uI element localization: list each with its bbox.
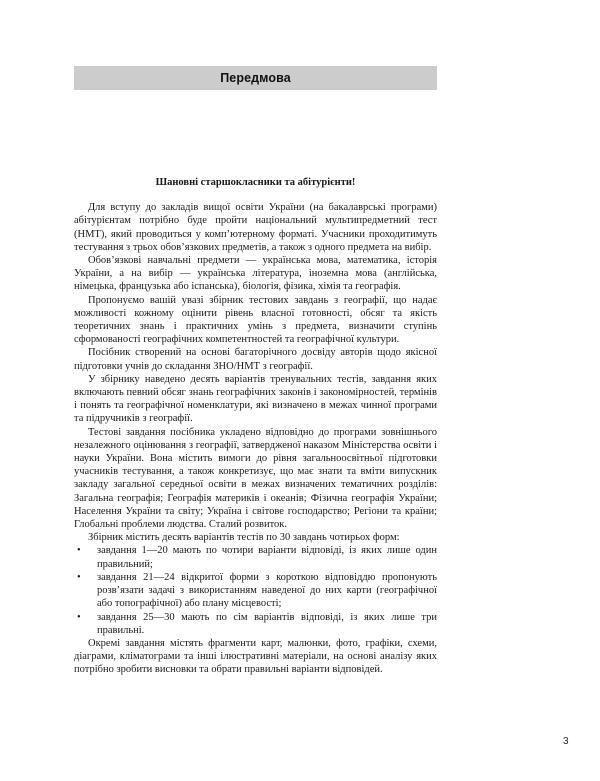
paragraph: Обов’язкові навчальні предмети — українська мова, математика, історія України, а на вибір — українська література, іноземна мова (англійська, німецька, французька або іспанська), біологія, фізика, хімія та географія.	[74, 255, 437, 293]
list-item: • завдання 1—20 мають по чотири варіанти відповіді, із яких лише один правильний;	[74, 544, 437, 570]
page-title: Передмова	[220, 71, 291, 85]
list-item: • завдання 25—30 мають по сім варіантів відповіді, із яких лише три правильні.	[74, 611, 437, 637]
page-number: 3	[563, 736, 569, 747]
paragraph: Тестові завдання посібника укладено відповідно до програми зовнішнього незалежного оцінювання з географії, затвердженої наказом Міністерства освіти і науки України. Вона містить вимоги до рівня загальноосвітньої підготовки учасників тестування, а також конкретизує, що має знати та вміти випускник закладу загальної середньої освіти в межах визначених тематичних розділів: Загальна географія; Географія материків і океанів; Фізична географія України; Населення України та світу; Україна і світове господарство; Регіони та країни; Глобальні проблеми людства. Сталий розвиток.	[74, 426, 437, 531]
task-forms-list	[74, 544, 437, 636]
greeting: Шановні старшокласники та абітурієнти!	[155, 177, 356, 188]
paragraph: Посібник створений на основі багаторічного досвіду авторів щодо якісної підготовки учнів до складання ЗНО/НМТ з географії.	[74, 347, 437, 372]
paragraph: Для вступу до закладів вищої освіти України (на бакалаврські програми) абітурієнтам потрібно буде пройти національний мультипредметний тест (НМТ), який проводиться у комп’ютерному форматі. Учасники проходитимуть тестування з трьох обов’язкових предметів, а також з одного предмета на вибір.	[74, 202, 437, 253]
paragraph: У збірнику наведено десять варіантів тренувальних тестів, завдання яких включають певний обсяг знань географічних законів і закономірностей, термінів і понять та географічної номенклатури, які визначено в межах чинної програми та підручників з географії.	[74, 373, 437, 425]
paragraph: Збірник містить десять варіантів тестів по 30 завдань чотирьох форм:	[88, 532, 400, 544]
paragraph: Окремі завдання містять фрагменти карт, малюнки, фото, графіки, схеми, діаграми, кліматограми та інші ілюстративні матеріали, на основі аналізу яких потрібно зробити висновки та обрати правильні варіанти відповідей.	[74, 637, 437, 676]
list-item: • завдання 21—24 відкритої форми з короткою відповіддю пропонують розв’язати задачі з використанням наведеної до них карти (географічної або топографічної) або плану місцевості;	[74, 571, 437, 611]
paragraph: Пропонуємо вашій увазі збірник тестових завдань з географії, що надає можливості кожному оцінити рівень власної готовності, обсяг та якість теоретичних знань і практичних умінь з предмета, визначити ступінь сформованості географічних компетентностей та географічної культури.	[74, 294, 437, 346]
preface-body	[74, 176, 437, 677]
section-header-bar	[74, 66, 437, 90]
